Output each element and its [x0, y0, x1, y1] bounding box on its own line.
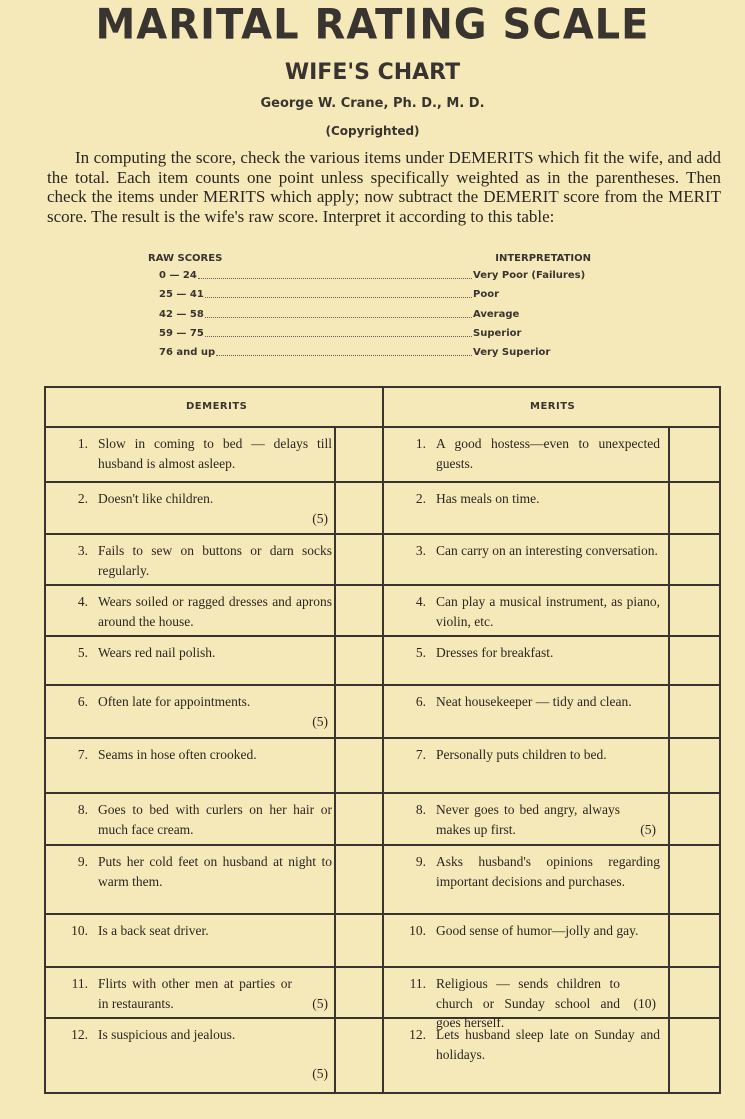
merit-item	[392, 541, 660, 584]
merit-item	[392, 800, 660, 844]
item-text: Lets husband sleep late on Sunday and holidays.	[436, 1027, 660, 1062]
chart-subtitle: WIFE'S CHART	[284, 60, 461, 85]
merit-check-box[interactable]	[670, 428, 720, 480]
item-number: 2.	[415, 491, 426, 506]
item-text: Religious — sends children to church or Sunday school and goes herself.	[436, 976, 620, 1030]
item-weight: (5)	[312, 1066, 328, 1081]
score-row	[148, 270, 608, 289]
score-interpretation-table	[148, 253, 608, 366]
item-number: 11.	[71, 976, 88, 991]
row-rule	[46, 966, 721, 968]
page-title: MARITAL RATING SCALE	[95, 0, 650, 50]
instructions-paragraph: In computing the score, check the various items under DEMERITS which fit the wife, and add the total. Each item counts one point unless specifically weighted as in the parentheses. Then check the items under MERITS which apply; now subtract the DEMERIT score from the MERIT score. The result is the wife's raw score. Interpret it according to this table:	[47, 148, 721, 226]
demerit-check-box[interactable]	[336, 794, 381, 843]
demerits-column-header: DEMERITS	[186, 401, 248, 412]
item-number: 4.	[77, 594, 88, 609]
author-line: George W. Crane, Ph. D., M. D.	[260, 96, 485, 111]
raw-score-range: 42 — 58	[159, 308, 204, 320]
item-text: Fails to sew on buttons or darn socks regularly.	[98, 543, 332, 578]
merit-check-box[interactable]	[670, 483, 720, 532]
demerit-item	[54, 800, 332, 844]
row-rule	[46, 844, 721, 846]
item-text: Is a back seat driver.	[98, 923, 209, 938]
dot-leader	[216, 347, 472, 356]
item-text: Goes to bed with curlers on her hair or much face cream.	[98, 802, 332, 837]
item-text: Is suspicious and jealous.	[98, 1027, 236, 1042]
demerit-item	[54, 852, 332, 913]
item-number: 8.	[77, 802, 88, 817]
raw-scores-header: RAW SCORES	[148, 253, 223, 264]
item-text: Wears red nail polish.	[98, 645, 216, 660]
item-weight: (5)	[312, 995, 328, 1011]
raw-score-range: 59 — 75	[159, 327, 204, 339]
merit-item	[392, 434, 660, 481]
merit-check-box[interactable]	[670, 968, 720, 1016]
merit-check-box[interactable]	[670, 1019, 720, 1093]
demerit-check-box[interactable]	[336, 739, 381, 791]
item-text: Never goes to bed angry, always makes up first.	[436, 802, 620, 837]
item-number: 3.	[77, 543, 88, 558]
item-number: 6.	[77, 694, 88, 709]
item-number: 1.	[415, 436, 426, 451]
interpretation-label: Poor	[473, 289, 500, 301]
item-text: Wears soiled or ragged dresses and aprons around the house.	[98, 594, 332, 629]
item-number: 7.	[77, 747, 88, 762]
demerit-check-box[interactable]	[336, 535, 381, 583]
merit-item	[392, 921, 660, 966]
merits-column-header: MERITS	[530, 401, 576, 412]
item-number: 10.	[409, 923, 426, 938]
merit-item	[392, 974, 660, 1030]
merit-item	[392, 489, 660, 533]
item-text: Good sense of humor—jolly and gay.	[436, 923, 639, 938]
merit-check-box[interactable]	[670, 915, 720, 965]
item-number: 11.	[409, 976, 426, 991]
item-text: Puts her cold feet on husband at night to warm them.	[98, 854, 332, 889]
raw-score-range: 76 and up	[159, 347, 216, 359]
merit-check-box[interactable]	[670, 637, 720, 683]
item-text: Can play a musical instrument, as piano, violin, etc.	[436, 594, 660, 629]
item-weight: (5)	[312, 713, 328, 729]
merit-check-box[interactable]	[670, 535, 720, 583]
row-rule	[46, 481, 721, 483]
item-number: 6.	[415, 694, 426, 709]
column-divider	[382, 388, 384, 1094]
rating-table	[44, 386, 721, 1094]
demerit-item	[54, 643, 332, 684]
merit-item	[392, 1025, 660, 1094]
item-number: 5.	[415, 645, 426, 660]
row-rule	[46, 584, 721, 586]
item-number: 9.	[415, 854, 426, 869]
item-number: 8.	[415, 802, 426, 817]
item-number: 7.	[415, 747, 426, 762]
demerit-item	[54, 692, 332, 737]
item-text: Neat housekeeper — tidy and clean.	[436, 694, 632, 709]
demerit-item	[54, 592, 332, 635]
demerit-check-box[interactable]	[336, 637, 381, 683]
row-rule	[46, 533, 721, 535]
demerit-item	[54, 921, 332, 966]
merit-check-box[interactable]	[670, 794, 720, 843]
row-rule	[46, 684, 721, 686]
item-number: 5.	[77, 645, 88, 660]
demerit-item	[54, 974, 332, 1017]
item-text: Slow in coming to bed — delays till husband is almost asleep.	[98, 436, 332, 471]
header-rule	[46, 426, 721, 428]
item-text: Often late for appointments.	[98, 694, 251, 709]
item-weight: (10)	[633, 995, 656, 1011]
item-text: Has meals on time.	[436, 491, 540, 506]
merit-item	[392, 852, 660, 913]
item-number: 10.	[71, 923, 88, 938]
item-weight: (5)	[312, 510, 328, 526]
demerit-check-box[interactable]	[336, 483, 381, 532]
merit-check-box[interactable]	[670, 846, 720, 912]
score-row	[148, 328, 608, 347]
score-row	[148, 347, 608, 366]
merit-check-box[interactable]	[670, 586, 720, 634]
demerit-item	[54, 1025, 332, 1094]
item-text: Can carry on an interesting conversation.	[436, 543, 658, 558]
interpretation-label: Very Poor (Failures)	[473, 270, 586, 281]
dot-leader	[198, 270, 472, 279]
item-text: Personally puts children to bed.	[436, 747, 607, 762]
interpretation-label: Very Superior	[473, 347, 551, 359]
item-number: 1.	[77, 436, 88, 451]
item-text: Doesn't like children.	[98, 491, 214, 506]
merit-check-box[interactable]	[670, 739, 720, 791]
item-text: Dresses for breakfast.	[436, 645, 554, 660]
item-text: Seams in hose often crooked.	[98, 747, 257, 762]
raw-score-range: 0 — 24	[159, 270, 197, 281]
merit-item	[392, 745, 660, 792]
row-rule	[46, 792, 721, 794]
demerit-check-box[interactable]	[336, 968, 381, 1016]
demerit-item	[54, 745, 332, 792]
score-row	[148, 309, 608, 328]
item-number: 12.	[71, 1027, 88, 1042]
item-text: Asks husband's opinions regarding important decisions and purchases.	[436, 854, 660, 889]
score-row	[148, 289, 608, 308]
item-text: Flirts with other men at parties or in restaurants.	[98, 976, 292, 1011]
dot-leader	[205, 328, 472, 337]
demerit-item	[54, 541, 332, 584]
interpretation-label: Average	[473, 308, 520, 320]
item-number: 9.	[77, 854, 88, 869]
item-weight: (5)	[640, 821, 656, 837]
merit-item	[392, 643, 660, 684]
demerit-item	[54, 434, 332, 481]
interpretation-header: INTERPRETATION	[495, 253, 591, 264]
dot-leader	[205, 289, 472, 298]
demerit-item	[54, 489, 332, 533]
raw-score-range: 25 — 41	[159, 289, 204, 301]
interpretation-label: Superior	[473, 327, 522, 339]
row-rule	[46, 635, 721, 637]
demerit-check-box[interactable]	[336, 686, 381, 736]
merit-check-box[interactable]	[670, 686, 720, 736]
demerit-check-box[interactable]	[336, 586, 381, 634]
dot-leader	[205, 309, 472, 318]
copyright-note: (Copyrighted)	[325, 124, 420, 138]
demerit-check-box[interactable]	[336, 915, 381, 965]
item-number: 3.	[415, 543, 426, 558]
demerit-check-box[interactable]	[336, 846, 381, 912]
merit-item	[392, 592, 660, 635]
item-number: 2.	[77, 491, 88, 506]
item-number: 4.	[415, 594, 426, 609]
item-text: A good hostess—even to unexpected guests.	[436, 436, 660, 471]
demerit-check-box[interactable]	[336, 428, 381, 480]
item-number: 12.	[409, 1027, 426, 1042]
row-rule	[46, 737, 721, 739]
demerit-check-box[interactable]	[336, 1019, 381, 1093]
merit-item	[392, 692, 660, 737]
row-rule	[46, 913, 721, 915]
